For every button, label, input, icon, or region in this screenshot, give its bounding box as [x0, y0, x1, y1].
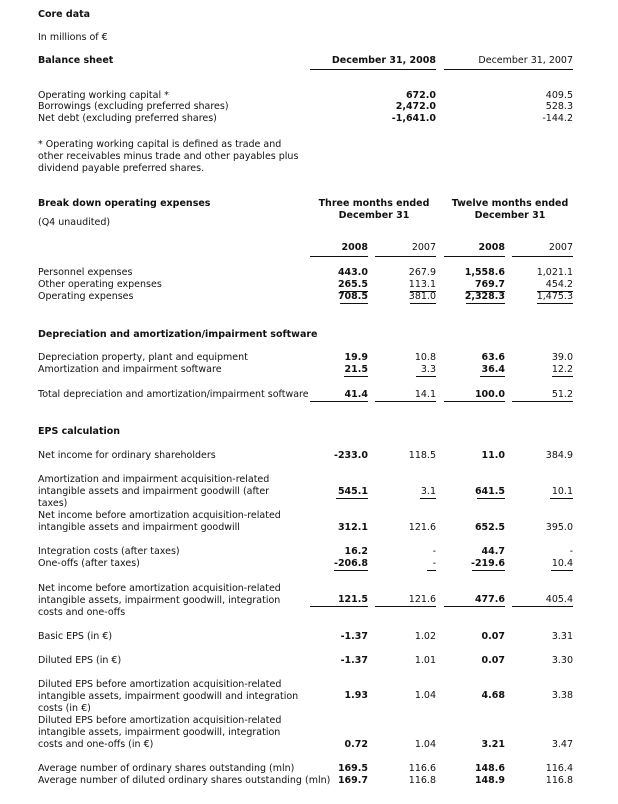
- cell-value: 3.38: [551, 690, 573, 701]
- cell-value: 10.8: [414, 352, 436, 363]
- cell-value: 63.6: [481, 352, 505, 363]
- row-label: Net debt (excluding preferred shares): [38, 113, 217, 124]
- cell-value: 19.9: [344, 352, 368, 363]
- row-label: Borrowings (excluding preferred shares): [38, 101, 229, 112]
- row-label: Diluted EPS (in €): [38, 655, 122, 666]
- total-underline: [512, 401, 573, 402]
- row-label: Total depreciation and amortization/impairment software: [38, 389, 309, 400]
- cell-value: 116.8: [408, 775, 436, 786]
- cell-value: 381.0: [408, 291, 436, 302]
- cell-value: 14.1: [414, 389, 436, 400]
- cell-value: 641.5: [474, 486, 505, 497]
- cell-value: 39.0: [551, 352, 573, 363]
- col-underline: [444, 256, 505, 257]
- cell-value: 113.1: [408, 279, 436, 290]
- cell-value: -233.0: [334, 450, 368, 461]
- col-underline: [310, 256, 368, 257]
- row-label: Average number of diluted ordinary shares outstanding (mln): [38, 775, 331, 786]
- subtotal-underline: [334, 570, 368, 571]
- cell-value: 545.1: [337, 486, 368, 497]
- cell-value: 1.02: [414, 631, 436, 642]
- cell-value: 405.4: [545, 594, 573, 605]
- subtotal-underline: [427, 570, 436, 571]
- cell-value: -1.37: [340, 631, 368, 642]
- row-label: Amortization and impairment software: [38, 364, 222, 375]
- cell-value: 312.1: [337, 522, 368, 533]
- row-label: Operating expenses: [38, 291, 134, 302]
- subtotal-underline: [550, 498, 573, 499]
- col-header-dec-2007: December 31, 2007: [478, 55, 573, 66]
- row-label: Diluted EPS before amortization acquisition-related intangible assets, impairment goodwill and integration costs (in €): [38, 679, 299, 714]
- cell-value: 1,475.3: [536, 291, 573, 302]
- year-header: 2008: [478, 242, 505, 253]
- total-underline: [310, 401, 368, 402]
- col-underline: [375, 256, 436, 257]
- year-header: 2008: [341, 242, 368, 253]
- cell-value: 21.5: [344, 364, 368, 375]
- cell-value: 0.07: [481, 655, 505, 666]
- cell-value: 1.93: [344, 690, 368, 701]
- total-underline: [340, 303, 368, 304]
- cell-value: 1.04: [414, 690, 436, 701]
- cell-value: 409.5: [545, 90, 573, 101]
- cell-value: 10.1: [551, 486, 573, 497]
- eps-heading: EPS calculation: [38, 426, 121, 437]
- cell-value: 121.6: [408, 594, 436, 605]
- subtotal-underline: [477, 498, 505, 499]
- row-label: Diluted EPS before amortization acquisition-related intangible assets, impairment goodwill, integration costs and one-offs (in €): [38, 715, 282, 750]
- cell-value: 3.21: [481, 739, 505, 750]
- cell-value: 3.3: [420, 364, 436, 375]
- cell-value: 3.30: [551, 655, 573, 666]
- cell-value: 1,021.1: [536, 267, 573, 278]
- cell-value: 0.72: [344, 739, 368, 750]
- total-underline: [310, 606, 368, 607]
- group-header-three-months: Three months ended December 31: [318, 198, 430, 221]
- col-underline: [512, 256, 573, 257]
- cell-value: 1.04: [414, 739, 436, 750]
- subtotal-underline: [344, 376, 368, 377]
- total-underline: [537, 303, 573, 304]
- cell-value: -1,641.0: [391, 113, 436, 124]
- col-underline: [444, 69, 573, 70]
- cell-value: 118.5: [408, 450, 436, 461]
- cell-value: 116.6: [408, 763, 436, 774]
- cell-value: 116.4: [545, 763, 573, 774]
- cell-value: 477.6: [474, 594, 505, 605]
- cell-value: 148.9: [474, 775, 505, 786]
- cell-value: 100.0: [474, 389, 505, 400]
- cell-value: -1.37: [340, 655, 368, 666]
- depreciation-heading: Depreciation and amortization/impairment software: [38, 329, 318, 340]
- row-label: Basic EPS (in €): [38, 631, 113, 642]
- cell-value: 11.0: [481, 450, 505, 461]
- total-underline: [444, 606, 505, 607]
- cell-value: 10.4: [551, 558, 573, 569]
- cell-value: 1,558.6: [464, 267, 505, 278]
- subtotal-underline: [551, 570, 573, 571]
- units-note: In millions of €: [38, 32, 108, 43]
- cell-value: 4.68: [481, 690, 505, 701]
- cell-value: 121.6: [408, 522, 436, 533]
- col-underline: [310, 69, 436, 70]
- footnote: * Operating working capital is defined as trade and other receivables minus trade and other payables plus dividend payable preferred shares.: [38, 139, 299, 174]
- year-header: 2007: [411, 242, 436, 253]
- cell-value: 0.07: [481, 631, 505, 642]
- cell-value: 528.3: [545, 101, 573, 112]
- total-underline: [375, 606, 436, 607]
- row-label: Depreciation property, plant and equipment: [38, 352, 248, 363]
- row-label: Amortization and impairment acquisition-related intangible assets and impairment goodwill (after taxes): [38, 474, 270, 509]
- subtotal-underline: [336, 498, 368, 499]
- subtotal-underline: [420, 498, 436, 499]
- total-underline: [444, 401, 505, 402]
- col-header-dec-2008: December 31, 2008: [331, 55, 436, 66]
- total-underline: [512, 606, 573, 607]
- opex-subheading: (Q4 unaudited): [38, 217, 111, 228]
- cell-value: -: [432, 558, 436, 569]
- cell-value: 652.5: [474, 522, 505, 533]
- cell-value: -219.6: [471, 558, 505, 569]
- cell-value: 769.7: [474, 279, 505, 290]
- row-label: Net income before amortization acquisition-related intangible assets and impairment goodwill: [38, 510, 281, 533]
- cell-value: 41.4: [344, 389, 368, 400]
- cell-value: -206.8: [334, 558, 368, 569]
- subtotal-underline: [552, 376, 573, 377]
- cell-value: 148.6: [474, 763, 505, 774]
- subtotal-underline: [472, 570, 505, 571]
- page-title: Core data: [38, 9, 91, 20]
- row-label: Average number of ordinary shares outstanding (mln): [38, 763, 295, 774]
- row-label: Net income for ordinary shareholders: [38, 450, 216, 461]
- cell-value: 36.4: [481, 364, 505, 375]
- row-label: Integration costs (after taxes): [38, 546, 180, 557]
- cell-value: 672.0: [405, 90, 436, 101]
- cell-value: 12.2: [551, 364, 573, 375]
- subtotal-underline: [416, 376, 436, 377]
- cell-value: 116.8: [545, 775, 573, 786]
- total-underline: [466, 303, 505, 304]
- cell-value: 16.2: [344, 546, 368, 557]
- cell-value: 51.2: [551, 389, 573, 400]
- opex-heading: Break down operating expenses: [38, 198, 211, 209]
- cell-value: -144.2: [542, 113, 573, 124]
- cell-value: 384.9: [545, 450, 573, 461]
- cell-value: 44.7: [481, 546, 505, 557]
- row-label: Operating working capital *: [38, 90, 169, 101]
- cell-value: 121.5: [337, 594, 368, 605]
- cell-value: 265.5: [337, 279, 368, 290]
- subtotal-underline: [480, 376, 505, 377]
- cell-value: 395.0: [545, 522, 573, 533]
- row-label: Net income before amortization acquisition-related intangible assets, impairment goodwill, integration costs and one-offs: [38, 583, 281, 618]
- total-underline: [375, 401, 436, 402]
- cell-value: -: [432, 546, 436, 557]
- year-header: 2007: [548, 242, 573, 253]
- cell-value: 1.01: [414, 655, 436, 666]
- balance-sheet-heading: Balance sheet: [38, 55, 114, 66]
- cell-value: 169.7: [337, 775, 368, 786]
- cell-value: 454.2: [545, 279, 573, 290]
- cell-value: 3.1: [420, 486, 436, 497]
- total-underline: [410, 303, 436, 304]
- group-header-twelve-months: Twelve months ended December 31: [451, 198, 569, 221]
- cell-value: 3.47: [551, 739, 573, 750]
- row-label: Personnel expenses: [38, 267, 133, 278]
- row-label: Other operating expenses: [38, 279, 162, 290]
- cell-value: 443.0: [337, 267, 368, 278]
- cell-value: -: [569, 546, 573, 557]
- cell-value: 3.31: [551, 631, 573, 642]
- cell-value: 267.9: [408, 267, 436, 278]
- cell-value: 169.5: [337, 763, 368, 774]
- cell-value: 708.5: [337, 291, 368, 302]
- cell-value: 2,328.3: [464, 291, 505, 302]
- row-label: One-offs (after taxes): [38, 558, 140, 569]
- cell-value: 2,472.0: [395, 101, 436, 112]
